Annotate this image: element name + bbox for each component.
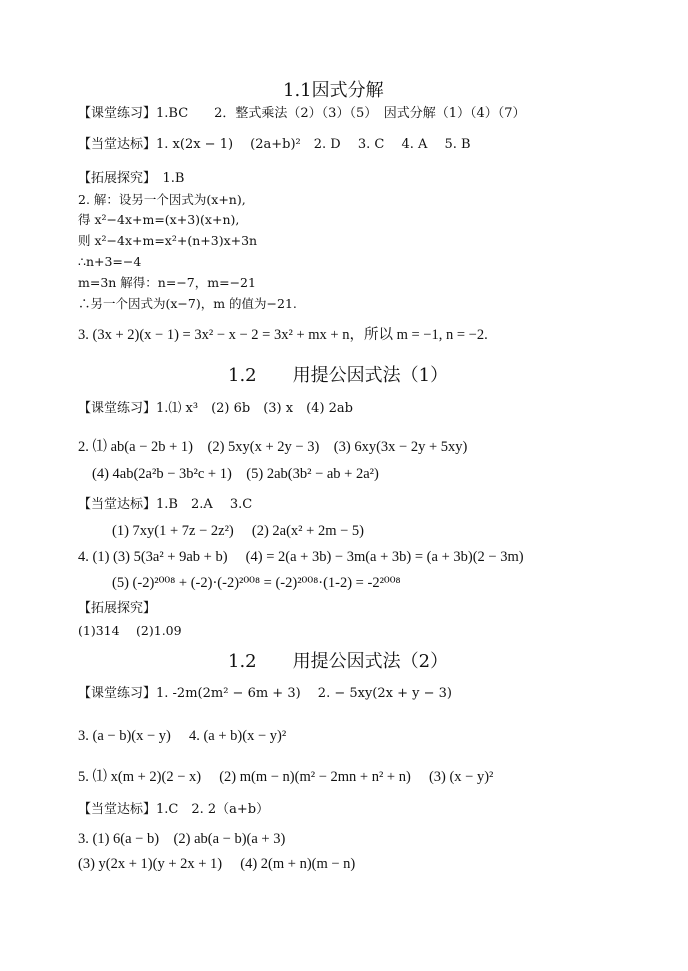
- exercise-4-line-c: (5) (-2)²⁰⁰⁸ + (-2)·(-2)²⁰⁰⁸ = (-2)²⁰⁰⁸·(1-2) = -2²⁰⁰⁸: [112, 575, 401, 591]
- solution-line-5: m=3n 解得：n=−7，m=−21: [78, 275, 256, 290]
- solution-line-7: 3. (3x + 2)(x − 1) = 3x² − x − 2 = 3x² + mx + n，所以 m = −1, n = −2.: [78, 327, 488, 343]
- section-title-1-1: 1.1因式分解: [283, 80, 384, 101]
- dangtang-dabiao-1-1: 【当堂达标】1. x(2x − 1) (2a+b)² 2. D 3. C 4. A 5. B: [78, 137, 471, 152]
- exercise-4-line-b: 4. (1) (3) 5(3a² + 9ab + b) (4) = 2(a + 3b) − 3m(a + 3b) = (a + 3b)(2 − 3m): [78, 549, 524, 565]
- section-title-1-2-2: 1.2 用提公因式法（2）: [228, 651, 449, 672]
- exercise-3-line-b: (3) y(2x + 1)(y + 2x + 1) (4) 2(m + n)(m − n): [78, 856, 356, 872]
- exercise-2-line-a: 2. ⑴ ab(a − 2b + 1) (2) 5xy(x + 2y − 3) (3) 6xy(3x − 2y + 5xy): [78, 439, 468, 455]
- ketang-lianxi-1-2-1: 【课堂练习】1.⑴ x³ (2) 6b (3) x (4) 2ab: [78, 401, 353, 416]
- section-title-1-2-1: 1.2 用提公因式法（1）: [228, 365, 449, 386]
- dangtang-dabiao-1-2-2: 【当堂达标】1.C 2. 2（a+b）: [78, 802, 270, 817]
- tuozhan-head-1-2-1: 【拓展探究】: [78, 601, 157, 616]
- exercise-3-line-a: 3. (1) 6(a − b) (2) ab(a − b)(a + 3): [78, 831, 286, 847]
- tuozhan-answers-1-2-1: (1)314 (2)1.09: [78, 623, 182, 638]
- solution-line-3: 则 x²−4x+m=x²+(n+3)x+3n: [78, 233, 258, 248]
- solution-line-1: 2. 解：设另一个因式为(x+n),: [78, 192, 246, 207]
- solution-line-4: ∴n+3=−4: [78, 254, 142, 269]
- solution-line-6: ∴另一个因式为(x−7)，m 的值为−21.: [78, 296, 297, 311]
- dangtang-dabiao-1-2-1: 【当堂达标】1.B 2.A 3.C: [78, 497, 253, 512]
- ketang-lianxi-1-2-2: 【课堂练习】1. -2m(2m² − 6m + 3) 2. − 5xy(2x + y − 3): [78, 686, 452, 701]
- exercise-2-line-b: (4) 4ab(2a²b − 3b²c + 1) (5) 2ab(3b² − ab + 2a²): [92, 466, 379, 482]
- solution-line-2: 得 x²−4x+m=(x+3)(x+n),: [78, 212, 240, 227]
- exercise-3-4-line: 3. (a − b)(x − y) 4. (a + b)(x − y)²: [78, 728, 287, 744]
- ketang-lianxi-1-1: 【课堂练习】1.BC 2．整式乘法（2）（3）（5） 因式分解（1）（4）（7）: [78, 106, 526, 121]
- tuozhan-head-1-1: 【拓展探究】 1.B: [78, 171, 185, 186]
- exercise-4-line-a: (1) 7xy(1 + 7z − 2z²) (2) 2a(x² + 2m − 5): [112, 523, 364, 539]
- exercise-5-line: 5. ⑴ x(m + 2)(2 − x) (2) m(m − n)(m² − 2mn + n² + n) (3) (x − y)²: [78, 769, 494, 785]
